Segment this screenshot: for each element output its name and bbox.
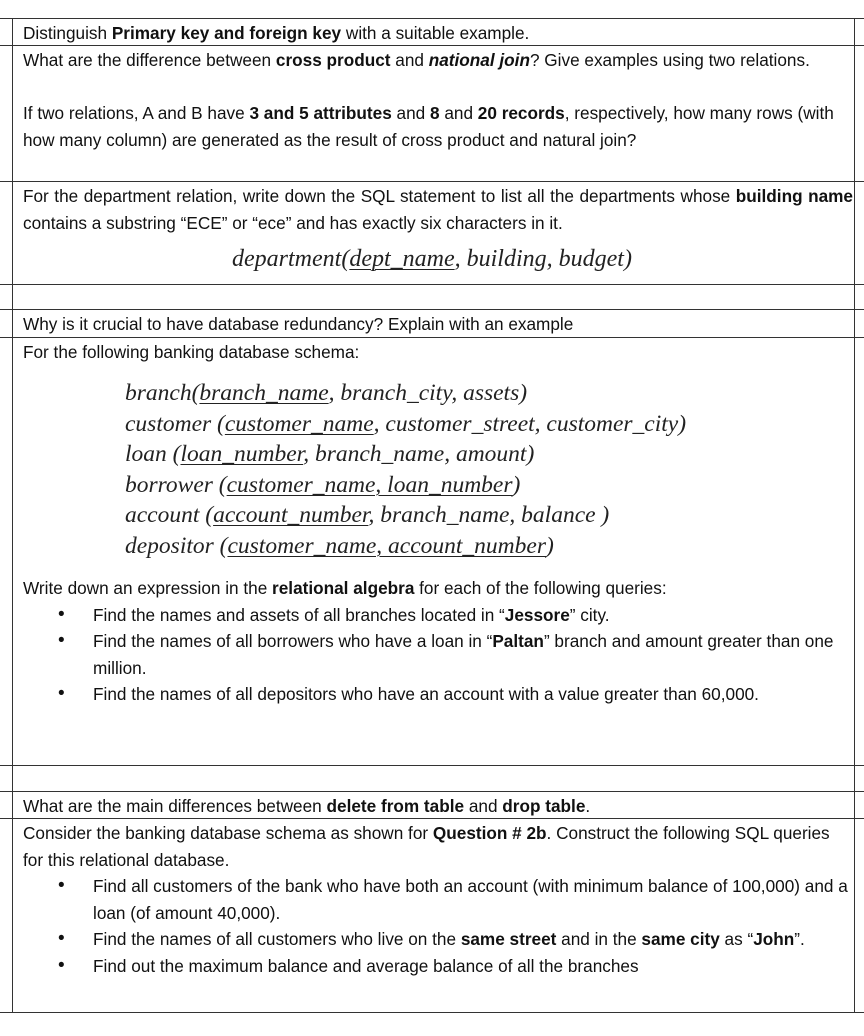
row-divider — [0, 309, 864, 310]
department-schema: department(dept_name, building, budget) — [232, 246, 632, 272]
row-divider — [0, 284, 864, 285]
schema-line-borrower: borrower (customer_name, loan_number) — [125, 471, 521, 498]
schema-line-loan: loan (loan_number, branch_name, amount) — [125, 441, 535, 467]
sql-intro: Consider the banking database schema as shown for Question # 2b. Construct the following SQL queries for this relational database. — [23, 823, 830, 870]
ra-intro: Write down an expression in the relational algebra for each of the following queries: — [23, 578, 667, 598]
schema-line-customer: customer (customer_name, customer_street, customer_city) — [125, 410, 687, 437]
question-delete-vs-drop: What are the main differences between delete from table and drop table. — [23, 796, 591, 816]
question-redundancy: Why is it crucial to have database redundancy? Explain with an example — [23, 314, 574, 334]
list-item: • Find the names of all customers who live on the same street and in the same city as “John”. — [23, 926, 853, 953]
question-sql-queries — [23, 820, 853, 979]
question-banking-intro: For the following banking database schema: — [23, 342, 360, 362]
schema-line-depositor: depositor (customer_name, account_number) — [125, 532, 554, 559]
schema-line-account: account (account_number, branch_name, balance ) — [125, 502, 610, 528]
ra-query-list — [23, 602, 853, 708]
sql-query-list — [23, 873, 853, 979]
column-border-right — [854, 18, 855, 1012]
column-border-left — [12, 18, 13, 1012]
question-rows-columns: If two relations, A and B have 3 and 5 attributes and 8 and 20 records, respectively, how many rows (with how many column) are generated as the result of cross product and natural join? — [23, 103, 834, 150]
question-primary-foreign-key: Distinguish Primary key and foreign key with a suitable example. — [23, 23, 530, 43]
row-divider — [0, 18, 864, 19]
schema-line-branch: branch(branch_name, branch_city, assets) — [125, 380, 528, 406]
question-sql-department: For the department relation, write down the SQL statement to list all the departments whose building name contains a substring “ECE” or “ece” and has exactly six characters in it. — [23, 186, 853, 233]
question-relational-algebra — [23, 575, 853, 708]
row-divider — [0, 1012, 864, 1013]
question-cross-vs-natural-join: What are the difference between cross product and national join? Give examples using two relations. — [23, 50, 810, 70]
banking-schema — [125, 378, 686, 561]
row-divider — [0, 181, 864, 182]
row-divider — [0, 791, 864, 792]
row-divider — [0, 765, 864, 766]
list-item: • Find the names of all depositors who have an account with a value greater than 60,000. — [23, 681, 853, 708]
list-item: • Find out the maximum balance and average balance of all the branches — [23, 953, 853, 980]
list-item: • Find all customers of the bank who have both an account (with minimum balance of 100,000) and a loan (of amount 40,000). — [23, 873, 853, 926]
list-item: • Find the names of all borrowers who have a loan in “Paltan” branch and amount greater than one million. — [23, 628, 853, 681]
list-item: • Find the names and assets of all branches located in “Jessore” city. — [23, 602, 853, 629]
